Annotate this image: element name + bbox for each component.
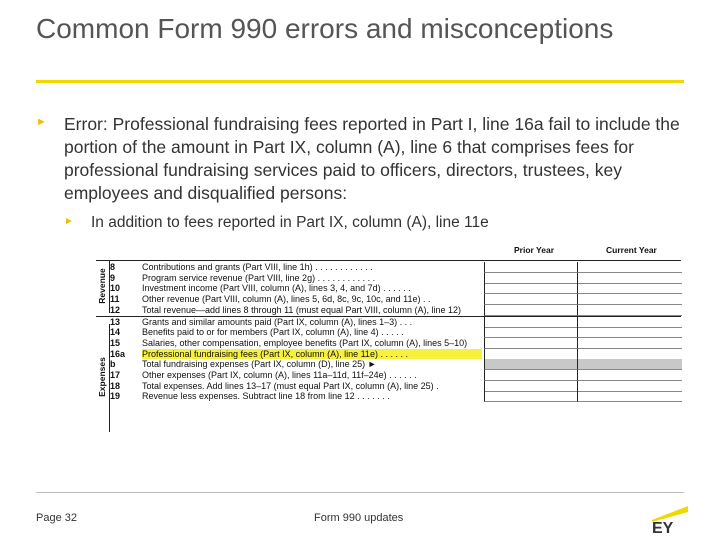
line-label: Revenue less expenses. Subtract line 18 from line 12 . . . . . . . bbox=[142, 391, 390, 402]
footer-title: Form 990 updates bbox=[314, 512, 404, 524]
line-number: 14 bbox=[110, 327, 121, 338]
form-line-row bbox=[96, 391, 681, 402]
line-number: 18 bbox=[110, 380, 121, 391]
line-label: Other revenue (Part VIII, column (A), lines 5, 6d, 8c, 9c, 10c, and 11e) . . bbox=[142, 294, 431, 305]
line-label: Total expenses. Add lines 13–17 (must equal Part IX, column (A), line 25) . bbox=[142, 380, 439, 391]
line-number: 11 bbox=[110, 294, 120, 305]
current-year-cell bbox=[577, 327, 682, 338]
prior-year-cell bbox=[484, 273, 577, 284]
prior-year-cell bbox=[484, 262, 577, 273]
line-label: Program service revenue (Part VIII, line 2g) . . . . . . . . . . . . bbox=[142, 272, 376, 283]
form-line-row bbox=[96, 305, 681, 316]
form-line-row bbox=[96, 359, 681, 370]
line-number: 16a bbox=[110, 348, 126, 359]
ey-logo-text: EY bbox=[652, 520, 674, 534]
ey-logo bbox=[650, 498, 690, 534]
line-number: 12 bbox=[110, 304, 121, 315]
section-divider bbox=[96, 316, 681, 317]
column-header-prior-year: Prior Year bbox=[514, 245, 555, 255]
line-label: Investment income (Part VIII, column (A), lines 3, 4, and 7d) . . . . . . bbox=[142, 283, 411, 294]
prior-year-cell bbox=[484, 349, 577, 360]
current-year-cell bbox=[577, 305, 682, 316]
line-number: 13 bbox=[110, 316, 121, 327]
form-line-row bbox=[96, 370, 681, 381]
line-number: 15 bbox=[110, 337, 121, 348]
prior-year-cell bbox=[484, 381, 577, 392]
form-line-row bbox=[96, 327, 681, 338]
prior-year-cell bbox=[484, 305, 577, 316]
line-number: 19 bbox=[110, 391, 121, 402]
prior-year-cell bbox=[484, 294, 577, 305]
current-year-cell bbox=[577, 283, 682, 294]
prior-year-cell bbox=[484, 283, 577, 294]
line-number: 10 bbox=[110, 283, 121, 294]
line-number: b bbox=[110, 359, 116, 370]
current-year-cell bbox=[577, 317, 682, 328]
section-revenue-label: Revenue bbox=[97, 268, 107, 304]
line-label: Grants and similar amounts paid (Part IX, column (A), lines 1–3) . . . bbox=[142, 316, 413, 327]
current-year-cell bbox=[577, 381, 682, 392]
current-year-cell bbox=[577, 359, 682, 370]
page-number: Page 32 bbox=[36, 512, 77, 524]
line-label: Benefits paid to or for members (Part IX, column (A), line 4) . . . . . bbox=[142, 327, 404, 338]
form-990-excerpt bbox=[96, 245, 681, 432]
form-line-row bbox=[96, 317, 681, 328]
form-line-row bbox=[96, 338, 681, 349]
bullet-arrow-icon: ► bbox=[36, 116, 47, 128]
line-number: 8 bbox=[110, 262, 116, 272]
form-line-row bbox=[96, 273, 681, 284]
form-line-row bbox=[96, 283, 681, 294]
form-line-row bbox=[96, 381, 681, 392]
form-line-row bbox=[96, 349, 681, 360]
form-line-row bbox=[96, 294, 681, 305]
current-year-cell bbox=[577, 294, 682, 305]
slide-title: Common Form 990 errors and misconceptions bbox=[36, 13, 614, 44]
current-year-cell bbox=[577, 349, 682, 360]
bullet-arrow-icon: ► bbox=[64, 216, 74, 227]
line-number: 9 bbox=[110, 272, 116, 283]
line-number: 17 bbox=[110, 370, 121, 380]
header-divider bbox=[96, 260, 681, 261]
line-label: Contributions and grants (Part VIII, line 1h) . . . . . . . . . . . . bbox=[142, 262, 373, 272]
footer-divider bbox=[36, 492, 684, 493]
prior-year-cell bbox=[484, 327, 577, 338]
prior-year-cell bbox=[484, 370, 577, 381]
current-year-cell bbox=[577, 370, 682, 381]
current-year-cell bbox=[577, 391, 682, 402]
line-label: Total revenue—add lines 8 through 11 (must equal Part VIII, column (A), line 12) bbox=[142, 304, 461, 315]
prior-year-cell bbox=[484, 359, 577, 370]
form-line-row bbox=[96, 262, 681, 273]
current-year-cell bbox=[577, 262, 682, 273]
section-expenses-label: Expenses bbox=[97, 357, 107, 397]
line-label: Salaries, other compensation, employee benefits (Part IX, column (A), lines 5–10) bbox=[142, 337, 468, 348]
prior-year-cell bbox=[484, 317, 577, 328]
prior-year-cell bbox=[484, 338, 577, 349]
line-label: Other expenses (Part IX, column (A), lines 11a–11d, 11f–24e) . . . . . . bbox=[142, 370, 417, 380]
line-label: Professional fundraising fees (Part IX, column (A), line 11e) . . . . . . bbox=[142, 349, 482, 360]
current-year-cell bbox=[577, 273, 682, 284]
prior-year-cell bbox=[484, 391, 577, 402]
line-label: Total fundraising expenses (Part IX, column (D), line 25) ► bbox=[142, 359, 377, 370]
current-year-cell bbox=[577, 338, 682, 349]
bullet-main-text: Error: Professional fundraising fees reported in Part I, line 16a fail to include the portion of the amount in Part IX, column (A), line 6 that comprises fees for professional fundraising services paid to officers, directors, trustees, key employees and disqualified persons: bbox=[64, 114, 680, 203]
column-header-current-year: Current Year bbox=[606, 245, 657, 255]
title-underline bbox=[36, 80, 684, 83]
bullet-sub-text: In addition to fees reported in Part IX, column (A), line 11e bbox=[91, 214, 489, 231]
